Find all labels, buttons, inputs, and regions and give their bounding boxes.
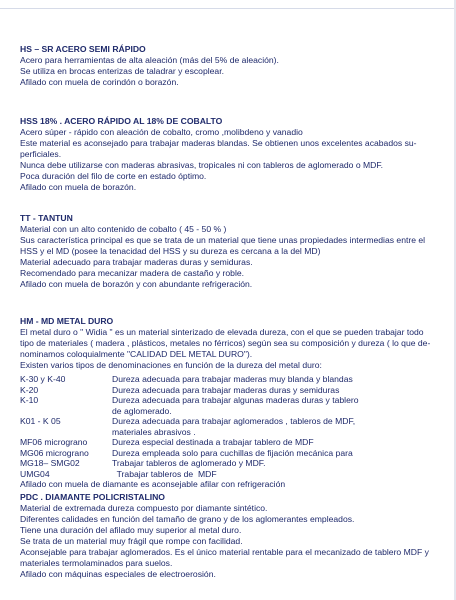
text-line: Se utiliza en brocas enterizas de taladrar y escoplear. [20,66,224,76]
grade-description: Dureza adecuada para trabajar maderas duras y semiduras [112,384,340,395]
section-heading: TT - TANTUN [20,213,73,223]
section-heading: HSS 18% . ACERO RÁPIDO AL 18% DE COBALTO [20,116,223,126]
grade-row [20,437,359,448]
grade-code: K01 - K 05 [20,416,61,426]
text-line: nominamos coloquialmente "CALIDAD DEL METAL DURO"). [20,349,253,359]
section-tt-tantun [20,213,440,316]
text-line: Material de extremada dureza compuesto por diamante sintético. [20,503,268,513]
top-rule [0,8,456,9]
section-pdc [20,492,440,580]
grade-row [20,374,359,385]
text-line: HSS y el MD (posee la tenacidad del HSS y su dureza es cercana a la del MD) [20,246,321,256]
text-line: Acero para herramientas de alta aleación (más del 5% de aleación). [20,55,279,65]
grade-description-line: Dureza adecuada para trabajar aglomerados , tableros de MDF, [112,416,356,426]
grade-description: Dureza empleada solo para cuchillas de fijación mecánica para [112,447,353,458]
text-line: Recomendado para mecanizar madera de castaño y roble. [20,268,245,278]
text-line: Afilado con máquinas especiales de electroerosión. [20,569,216,579]
text-line: tipo de materiales ( madera , plásticos, metales no férricos) según sea su composición y dureza ( lo que de- [20,338,431,348]
text-line: Tiene una duración del afilado muy superior al metal duro. [20,525,242,535]
text-line: Afilado con muela de corindón o borazón. [20,77,179,87]
grade-row [20,469,359,480]
text-line: Material adecuado para trabajar maderas duras y semiduras. [20,257,253,267]
grade-description-line: Dureza adecuada para trabajar algunas maderas duras y tablero [112,395,359,405]
document-page [20,44,440,580]
text-line: Existen varios tipos de denominaciones en función de la dureza del metal duro: [20,360,322,370]
grade-description [112,395,359,416]
section-heading: HM - MD METAL DURO [20,316,114,326]
text-line: Afilado con muela de diamante es aconsejable afilar con refrigeración [20,479,286,489]
text-line: Sus característica principal es que se trata de un material que tiene unas propiedades intermedias entre el [20,235,426,245]
text-line: Aconsejable para trabajar aglomerados. Es el único material rentable para el mecanizado de tablero MDF y [20,547,429,557]
text-line: Diferentes calidades en función del tamaño de grano y de los aglomerantes empleados. [20,514,355,524]
grade-row [20,416,359,437]
text-line: materiales termolaminados para suelos. [20,558,173,568]
text-line: Acero súper - rápido con aleación de cobalto, cromo ,molibdeno y vanadio [20,127,303,137]
grade-row [20,385,359,396]
grade-description: Trabajar tableros de aglomerado y MDF. [112,458,266,468]
grade-code: MG06 micrograno [20,447,89,458]
grade-description-line: materiales abrasivos . [112,426,196,437]
grade-description [112,416,359,437]
text-line: Este material es aconsejado para trabajar maderas blandas. Se obtienen unos excelentes acabados su- [20,138,417,148]
grade-code: MG18– SMG02 [20,458,80,468]
text-line: Poca duración del filo de corte en estado óptimo. [20,171,207,181]
text-line: Material con un alto contenido de cobalto ( 45 - 50 % ) [20,224,227,234]
hardness-grades-table [20,374,359,479]
grade-row [20,395,359,416]
grade-code: K-20 [20,384,39,395]
grade-code: K-10 [20,395,39,405]
text-line: Afilado con muela de borazón. [20,182,137,192]
section-hm-md [20,316,440,492]
grade-code: MF06 micrograno [20,437,88,447]
text-line: Nunca debe utilizarse con maderas abrasivas, tropicales ni con tableros de aglomerado o MDF. [20,160,384,170]
grade-code: K-30 y K-40 [20,374,66,384]
grade-description: Dureza especial destinada a trabajar tablero de MDF [112,437,314,447]
section-heading: HS – SR ACERO SEMI RÁPIDO [20,44,146,54]
text-line: Se trata de un material muy frágil que rompe con facilidad. [20,536,243,546]
grade-code: UMG04 [20,468,50,479]
text-line: perficiales. [20,149,62,159]
grade-description: Dureza adecuada para trabajar maderas muy blanda y blandas [112,374,353,384]
grade-description: Trabajar tableros de MDF [112,468,217,479]
section-heading: PDC . DIAMANTE POLICRISTALINO [20,492,165,502]
grade-row [20,448,359,459]
text-line: El metal duro o " Widia " es un material sinterizado de elevada dureza, con el que se pueden trabajar todo [20,327,424,337]
text-line: Afilado con muela de borazón y con abundante refrigeración. [20,279,253,289]
section-hss-18 [20,116,440,213]
section-hs-sr [20,44,440,116]
grade-row [20,458,359,469]
grade-description-line: de aglomerado. [112,405,172,416]
